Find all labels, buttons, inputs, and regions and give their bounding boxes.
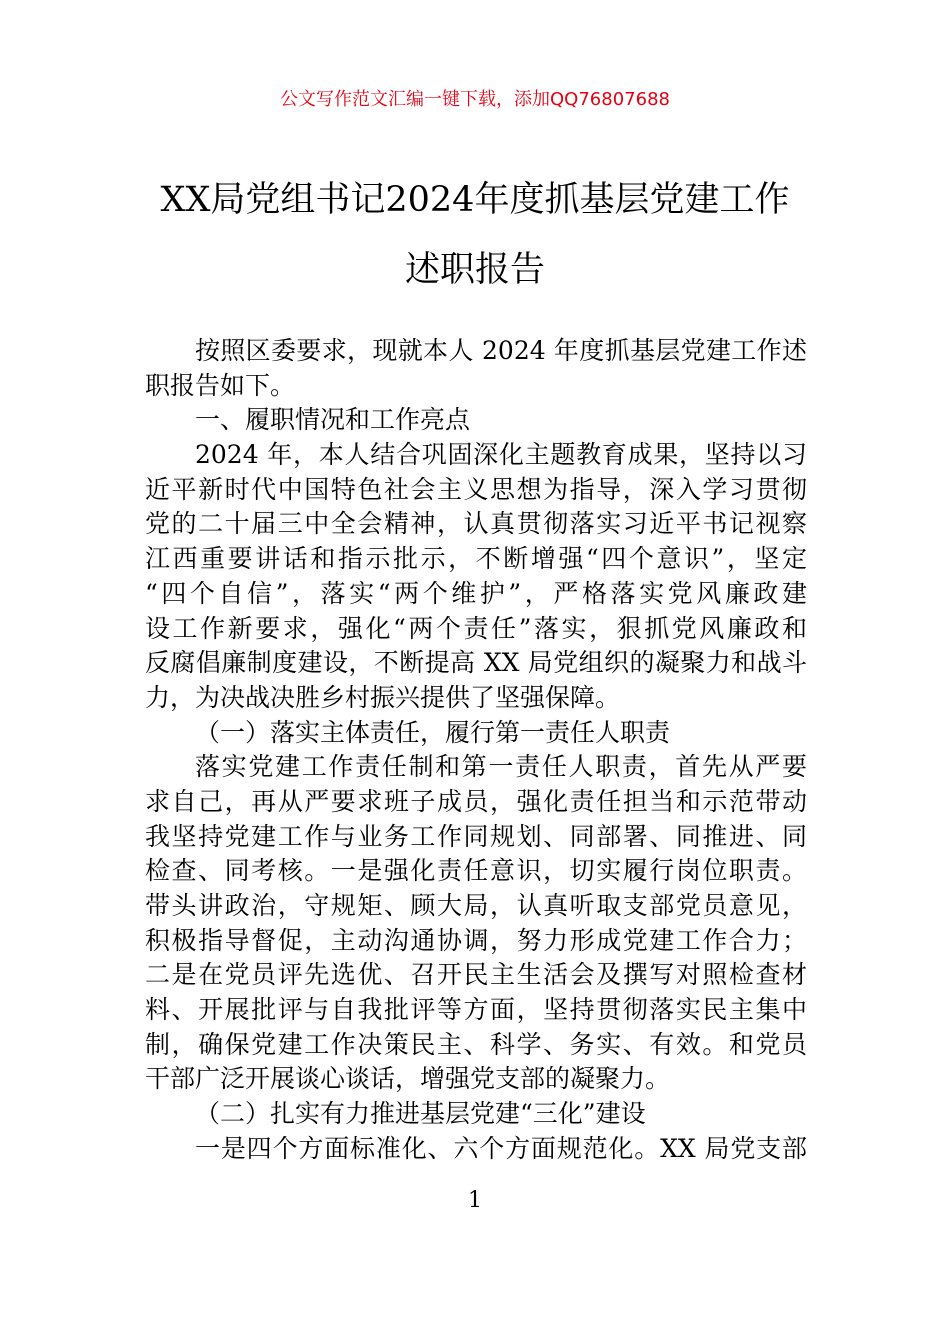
text-line: 二是在党员评先选优、召开民主生活会及撰写对照检查材 (145, 960, 807, 990)
text-line: （一）落实主体责任，履行第一责任人职责 (195, 717, 671, 747)
text-line: 制，确保党建工作决策民主、科学、务实、有效。和党员 (145, 1029, 807, 1059)
text-line: 干部广泛开展谈心谈话，增强党支部的凝聚力。 (145, 1064, 671, 1094)
text-line: 职报告如下。 (145, 370, 296, 400)
text-line: 设工作新要求，强化“两个责任”落实，狠抓党风廉政和 (145, 613, 807, 643)
download-banner-link[interactable]: 公文写作范文汇编一键下载，添加QQ76807688 (280, 89, 670, 110)
text-line: 料、开展批评与自我批评等方面，坚持贯彻落实民主集中 (145, 995, 807, 1025)
document-title-line-1: XX局党组书记2024年度抓基层党建工作 (160, 180, 790, 220)
text-line: 带头讲政治，守规矩、顾大局，认真听取支部党员意见， (145, 891, 807, 920)
document-body (145, 334, 807, 1167)
text-line: 党的二十届三中全会精神，认真贯彻落实习近平书记视察 (145, 509, 807, 539)
text-line: 求自己，再从严要求班子成员，强化责任担当和示范带动 (145, 786, 807, 816)
text-line: 2024 年，本人结合巩固深化主题教育成果，坚持以习 (195, 440, 807, 470)
text-line: 检查、同考核。一是强化责任意识，切实履行岗位职责。 (145, 856, 807, 886)
text-line: 江西重要讲话和指示批示，不断增强“四个意识”，坚定 (145, 544, 807, 574)
text-line: 积极指导督促，主动沟通协调，努力形成党建工作合力； (145, 925, 807, 955)
text-line: （二）扎实有力推进基层党建“三化”建设 (195, 1099, 646, 1129)
text-line: 一是四个方面标准化、六个方面规范化。XX 局党支部 (195, 1133, 807, 1163)
page-number: 1 (468, 1188, 482, 1213)
text-line: 落实党建工作责任制和第一责任人职责，首先从严要 (195, 752, 807, 782)
text-line: 一、履职情况和工作亮点 (195, 405, 471, 435)
text-line: 近平新时代中国特色社会主义思想为指导，深入学习贯彻 (145, 474, 807, 504)
text-line: 按照区委要求，现就本人 2024 年度抓基层党建工作述 (195, 336, 807, 365)
text-line: 力，为决战决胜乡村振兴提供了坚强保障。 (145, 682, 621, 712)
text-line: 我坚持党建工作与业务工作同规划、同部署、同推进、同 (145, 821, 807, 851)
document-title-line-2: 述职报告 (404, 250, 545, 290)
text-line: “四个自信”，落实“两个维护”，严格落实党风廉政建 (145, 578, 807, 608)
text-line: 反腐倡廉制度建设，不断提高 XX 局党组织的凝聚力和战斗 (145, 648, 807, 678)
